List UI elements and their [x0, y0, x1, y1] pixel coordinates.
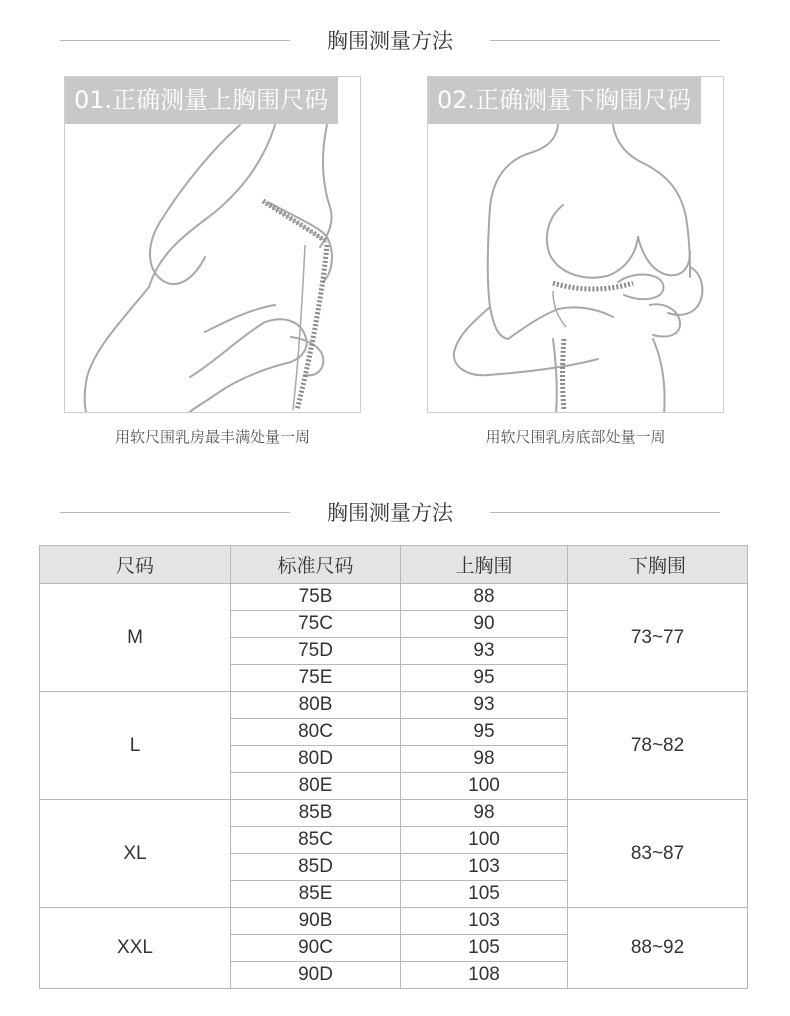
section-header-measure: [0, 26, 790, 56]
upper-bust-cell: 108: [401, 962, 568, 989]
upper-bust-cell: 90: [401, 611, 568, 638]
panel-banner: 02.正确测量下胸围尺码: [427, 76, 701, 124]
table-row: [40, 692, 748, 719]
upper-bust-cell: 100: [401, 827, 568, 854]
standard-size-cell: 85E: [231, 881, 401, 908]
upper-bust-cell: 105: [401, 881, 568, 908]
standard-size-cell: 75C: [231, 611, 401, 638]
standard-size-cell: 90B: [231, 908, 401, 935]
standard-size-cell: 85C: [231, 827, 401, 854]
standard-size-cell: 90C: [231, 935, 401, 962]
standard-size-cell: 85D: [231, 854, 401, 881]
divider-left: [60, 40, 290, 41]
section-title: 胸围测量方法: [327, 501, 453, 525]
standard-size-cell: 80B: [231, 692, 401, 719]
upper-bust-cell: 98: [401, 746, 568, 773]
divider-right: [490, 512, 720, 513]
standard-size-cell: 90D: [231, 962, 401, 989]
divider-right: [490, 40, 720, 41]
under-bust-illustration: [428, 77, 724, 413]
standard-size-cell: 75B: [231, 584, 401, 611]
size-chart-table: [39, 545, 748, 989]
table-row: [40, 584, 748, 611]
table-row: [40, 800, 748, 827]
upper-bust-cell: 100: [401, 773, 568, 800]
upper-bust-cell: 88: [401, 584, 568, 611]
upper-bust-cell: 103: [401, 908, 568, 935]
standard-size-cell: 75D: [231, 638, 401, 665]
table-row: [40, 908, 748, 935]
upper-bust-cell: 93: [401, 638, 568, 665]
under-bust-cell: 78~82: [568, 692, 748, 800]
upper-bust-cell: 93: [401, 692, 568, 719]
size-cell: L: [40, 692, 231, 800]
under-bust-cell: 83~87: [568, 800, 748, 908]
size-cell: M: [40, 584, 231, 692]
header-size: 尺码: [40, 546, 231, 584]
panel-caption: 用软尺围乳房底部处量一周: [485, 428, 666, 446]
header-under-bust: 下胸围: [568, 546, 748, 584]
header-upper-bust: 上胸围: [401, 546, 568, 584]
panel-caption: 用软尺围乳房最丰满处量一周: [114, 428, 310, 446]
standard-size-cell: 80E: [231, 773, 401, 800]
upper-bust-cell: 105: [401, 935, 568, 962]
standard-size-cell: 80D: [231, 746, 401, 773]
under-bust-cell: 88~92: [568, 908, 748, 989]
header-standard-size: 标准尺码: [231, 546, 401, 584]
upper-bust-illustration: [65, 77, 361, 413]
standard-size-cell: 75E: [231, 665, 401, 692]
panel-under-bust: [427, 76, 724, 413]
upper-bust-cell: 95: [401, 665, 568, 692]
standard-size-cell: 80C: [231, 719, 401, 746]
under-bust-cell: 73~77: [568, 584, 748, 692]
table-header-row: [40, 546, 748, 584]
panel-upper-bust: [64, 76, 361, 413]
upper-bust-cell: 98: [401, 800, 568, 827]
size-cell: XL: [40, 800, 231, 908]
size-cell: XXL: [40, 908, 231, 989]
divider-left: [60, 512, 290, 513]
panel-banner: 01.正确测量上胸围尺码: [64, 76, 338, 124]
section-header-size-table: [0, 498, 790, 528]
section-title: 胸围测量方法: [327, 29, 453, 53]
upper-bust-cell: 103: [401, 854, 568, 881]
standard-size-cell: 85B: [231, 800, 401, 827]
upper-bust-cell: 95: [401, 719, 568, 746]
